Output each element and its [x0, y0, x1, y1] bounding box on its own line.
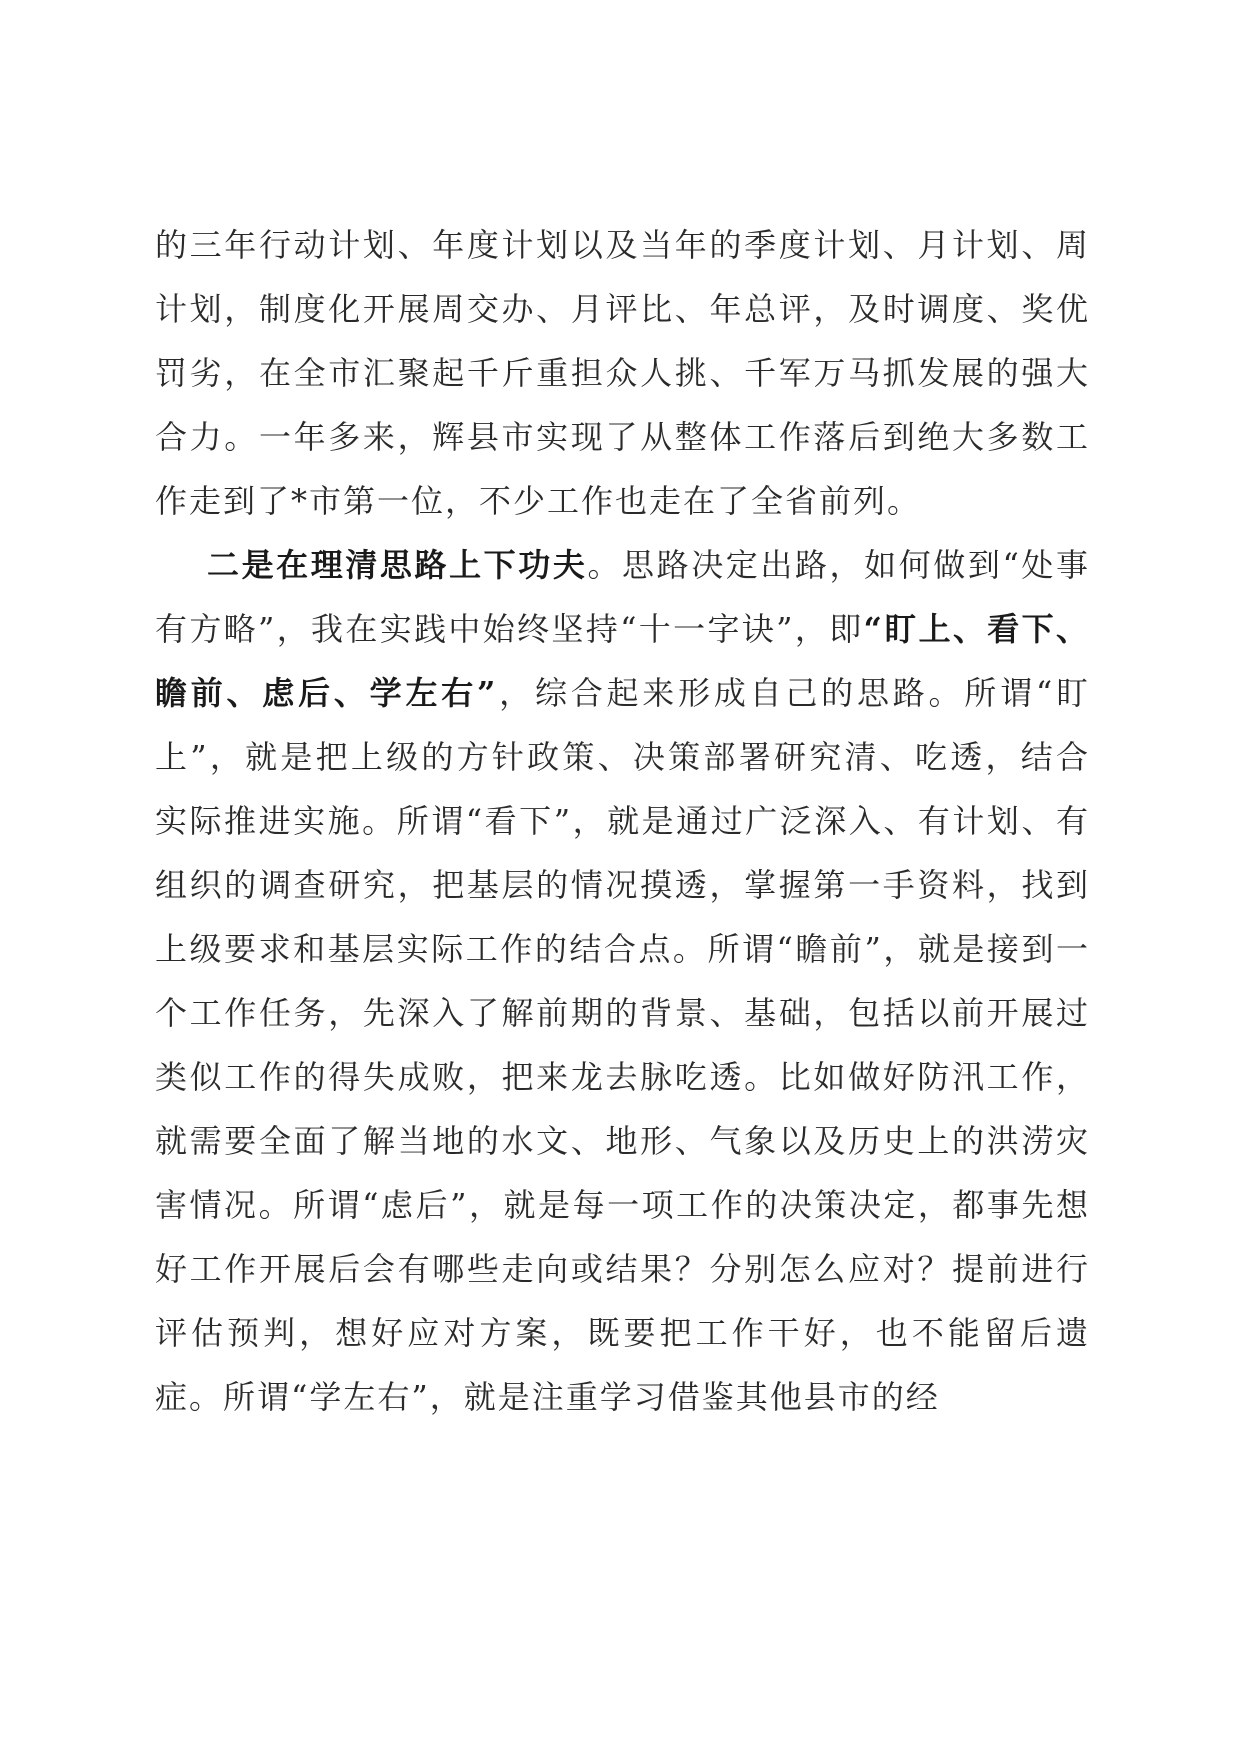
- paragraph-1-text: 的三年行动计划、年度计划以及当年的季度计划、月计划、周计划，制度化开展周交办、月评比、年总评，及时调度、奖优罚劣，在全市汇聚起千斤重担众人挑、千军万马抓发展的强大合力。一年多来，辉县市实现了从整体工作落后到绝大多数工作走到了*市第一位，不少工作也走在了全省前列。: [155, 226, 1090, 520]
- paragraph-2-text-b: ，综合起来形成自己的思路。所谓“盯上”，就是把上级的方针政策、决策部署研究清、吃透，结合实际推进实施。所谓“看下”，就是通过广泛深入、有计划、有组织的调查研究，把基层的情况摸透，掌握第一手资料，找到上级要求和基层实际工作的结合点。所谓“瞻前”，就是接到一个工作任务，先深入了解前期的背景、基础，包括以前开展过类似工作的得失成败，把来龙去脉吃透。比如做好防汛工作，就需要全面了解当地的水文、地形、气象以及历史上的洪涝灾害情况。所谓“虑后”，就是每一项工作的决策决定，都事先想好工作开展后会有哪些走向或结果？分别怎么应对？提前进行评估预判，想好应对方案，既要把工作干好，也不能留后遗症。所谓“学左右”，就是注重学习借鉴其他县市的经: [155, 674, 1090, 1416]
- paragraph-1: [155, 213, 1090, 533]
- paragraph-2-heading: 二是在理清思路上下功夫: [207, 546, 588, 584]
- document-body: [155, 213, 1090, 1429]
- paragraph-2-text-a: 。思路决定出路，如何做到“处事有方略”，我在实践中始终坚持“十一字诀”，即: [155, 546, 1090, 648]
- paragraph-2: [155, 533, 1090, 1429]
- paragraph-2-bold-phrase: “盯上、看下、瞻前、虑后、学左右”: [155, 610, 1090, 712]
